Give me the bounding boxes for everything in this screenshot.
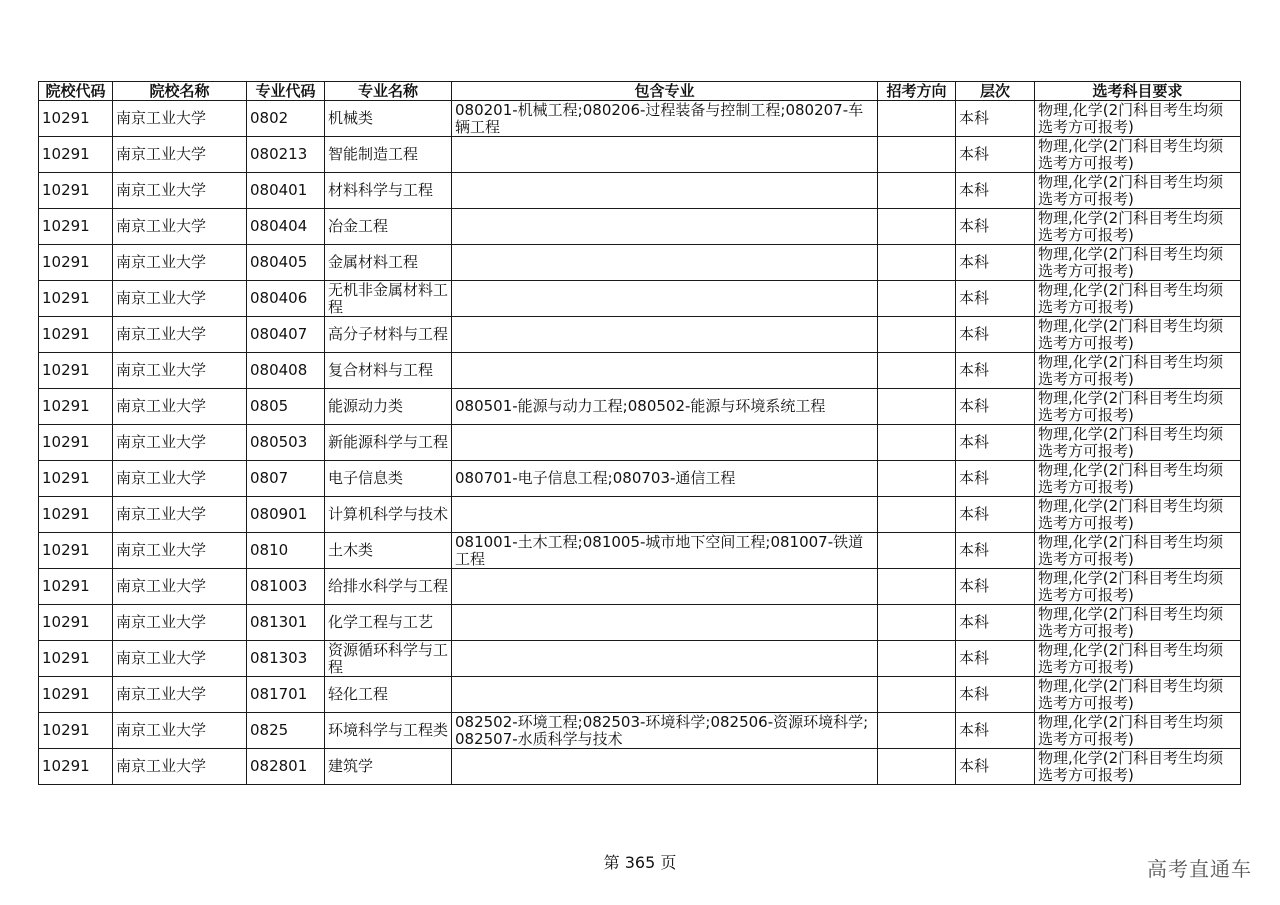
table-row — [39, 569, 1241, 605]
table-row — [39, 101, 1241, 137]
table-row — [39, 461, 1241, 497]
cell-school-code: 10291 — [39, 173, 113, 209]
cell-level: 本科 — [956, 461, 1035, 497]
cell-level: 本科 — [956, 749, 1035, 785]
cell-major-code: 0807 — [247, 461, 325, 497]
cell-included-majors — [452, 641, 878, 677]
cell-major-code: 081701 — [247, 677, 325, 713]
table-row — [39, 389, 1241, 425]
cell-included-majors — [452, 317, 878, 353]
cell-school-code: 10291 — [39, 461, 113, 497]
cell-subject-requirements: 物理,化学(2门科目考生均须选考方可报考) — [1035, 389, 1241, 425]
cell-included-majors — [452, 137, 878, 173]
cell-major-code: 080901 — [247, 497, 325, 533]
table-row — [39, 425, 1241, 461]
cell-major-code: 081303 — [247, 641, 325, 677]
cell-major-code: 081301 — [247, 605, 325, 641]
cell-direction — [878, 101, 956, 137]
cell-major-code: 080404 — [247, 209, 325, 245]
cell-school-code: 10291 — [39, 137, 113, 173]
cell-included-majors — [452, 245, 878, 281]
cell-subject-requirements: 物理,化学(2门科目考生均须选考方可报考) — [1035, 497, 1241, 533]
cell-level: 本科 — [956, 281, 1035, 317]
cell-school-name: 南京工业大学 — [113, 245, 247, 281]
cell-school-name: 南京工业大学 — [113, 209, 247, 245]
cell-level: 本科 — [956, 605, 1035, 641]
table-row — [39, 245, 1241, 281]
cell-school-name: 南京工业大学 — [113, 713, 247, 749]
cell-level: 本科 — [956, 497, 1035, 533]
cell-level: 本科 — [956, 641, 1035, 677]
cell-subject-requirements: 物理,化学(2门科目考生均须选考方可报考) — [1035, 209, 1241, 245]
enrollment-table — [38, 81, 1241, 785]
cell-subject-requirements: 物理,化学(2门科目考生均须选考方可报考) — [1035, 281, 1241, 317]
header-included-majors: 包含专业 — [452, 82, 878, 101]
cell-school-code: 10291 — [39, 749, 113, 785]
cell-included-majors — [452, 209, 878, 245]
cell-major-name: 给排水科学与工程 — [325, 569, 452, 605]
cell-subject-requirements: 物理,化学(2门科目考生均须选考方可报考) — [1035, 173, 1241, 209]
cell-direction — [878, 209, 956, 245]
cell-direction — [878, 749, 956, 785]
cell-included-majors: 080201-机械工程;080206-过程装备与控制工程;080207-车辆工程 — [452, 101, 878, 137]
cell-level: 本科 — [956, 389, 1035, 425]
cell-school-name: 南京工业大学 — [113, 569, 247, 605]
cell-school-name: 南京工业大学 — [113, 317, 247, 353]
table-row — [39, 749, 1241, 785]
cell-major-name: 新能源科学与工程 — [325, 425, 452, 461]
header-level: 层次 — [956, 82, 1035, 101]
cell-subject-requirements: 物理,化学(2门科目考生均须选考方可报考) — [1035, 713, 1241, 749]
cell-school-name: 南京工业大学 — [113, 641, 247, 677]
cell-major-name: 计算机科学与技术 — [325, 497, 452, 533]
cell-subject-requirements: 物理,化学(2门科目考生均须选考方可报考) — [1035, 641, 1241, 677]
table-row — [39, 209, 1241, 245]
cell-major-name: 材料科学与工程 — [325, 173, 452, 209]
cell-major-code: 0810 — [247, 533, 325, 569]
cell-subject-requirements: 物理,化学(2门科目考生均须选考方可报考) — [1035, 569, 1241, 605]
cell-included-majors — [452, 425, 878, 461]
table-row — [39, 677, 1241, 713]
cell-school-name: 南京工业大学 — [113, 353, 247, 389]
table-row — [39, 173, 1241, 209]
table-row — [39, 713, 1241, 749]
cell-major-name: 智能制造工程 — [325, 137, 452, 173]
cell-level: 本科 — [956, 533, 1035, 569]
table-body — [39, 101, 1241, 785]
cell-level: 本科 — [956, 101, 1035, 137]
cell-included-majors: 080701-电子信息工程;080703-通信工程 — [452, 461, 878, 497]
cell-school-name: 南京工业大学 — [113, 497, 247, 533]
cell-direction — [878, 569, 956, 605]
cell-school-code: 10291 — [39, 425, 113, 461]
cell-level: 本科 — [956, 317, 1035, 353]
cell-school-code: 10291 — [39, 281, 113, 317]
header-major-name: 专业名称 — [325, 82, 452, 101]
cell-school-name: 南京工业大学 — [113, 533, 247, 569]
cell-major-code: 080407 — [247, 317, 325, 353]
cell-school-code: 10291 — [39, 533, 113, 569]
cell-subject-requirements: 物理,化学(2门科目考生均须选考方可报考) — [1035, 425, 1241, 461]
cell-major-name: 能源动力类 — [325, 389, 452, 425]
cell-level: 本科 — [956, 677, 1035, 713]
header-school-name: 院校名称 — [113, 82, 247, 101]
cell-school-code: 10291 — [39, 353, 113, 389]
cell-direction — [878, 497, 956, 533]
cell-school-name: 南京工业大学 — [113, 281, 247, 317]
cell-subject-requirements: 物理,化学(2门科目考生均须选考方可报考) — [1035, 137, 1241, 173]
cell-included-majors — [452, 569, 878, 605]
cell-major-name: 无机非金属材料工程 — [325, 281, 452, 317]
cell-direction — [878, 137, 956, 173]
cell-major-name: 冶金工程 — [325, 209, 452, 245]
cell-major-code: 0802 — [247, 101, 325, 137]
cell-major-name: 环境科学与工程类 — [325, 713, 452, 749]
cell-major-name: 电子信息类 — [325, 461, 452, 497]
page-number: 第 365 页 — [603, 853, 677, 872]
cell-school-code: 10291 — [39, 317, 113, 353]
cell-school-code: 10291 — [39, 497, 113, 533]
table-row — [39, 353, 1241, 389]
cell-school-name: 南京工业大学 — [113, 749, 247, 785]
cell-school-code: 10291 — [39, 389, 113, 425]
table-header-row — [39, 82, 1241, 101]
cell-major-code: 080503 — [247, 425, 325, 461]
cell-major-code: 0825 — [247, 713, 325, 749]
cell-school-code: 10291 — [39, 209, 113, 245]
cell-included-majors — [452, 173, 878, 209]
table-row — [39, 533, 1241, 569]
table-row — [39, 605, 1241, 641]
cell-subject-requirements: 物理,化学(2门科目考生均须选考方可报考) — [1035, 353, 1241, 389]
cell-major-code: 082801 — [247, 749, 325, 785]
cell-included-majors — [452, 605, 878, 641]
cell-included-majors: 080501-能源与动力工程;080502-能源与环境系统工程 — [452, 389, 878, 425]
cell-major-name: 化学工程与工艺 — [325, 605, 452, 641]
cell-school-name: 南京工业大学 — [113, 605, 247, 641]
cell-direction — [878, 641, 956, 677]
cell-major-name: 复合材料与工程 — [325, 353, 452, 389]
cell-level: 本科 — [956, 173, 1035, 209]
cell-major-name: 土木类 — [325, 533, 452, 569]
header-school-code: 院校代码 — [39, 82, 113, 101]
cell-major-name: 金属材料工程 — [325, 245, 452, 281]
cell-major-name: 轻化工程 — [325, 677, 452, 713]
cell-school-name: 南京工业大学 — [113, 173, 247, 209]
cell-school-name: 南京工业大学 — [113, 425, 247, 461]
cell-direction — [878, 317, 956, 353]
cell-school-name: 南京工业大学 — [113, 389, 247, 425]
cell-school-code: 10291 — [39, 569, 113, 605]
cell-level: 本科 — [956, 209, 1035, 245]
cell-included-majors: 082502-环境工程;082503-环境科学;082506-资源环境科学;082507-水质科学与技术 — [452, 713, 878, 749]
cell-major-code: 080408 — [247, 353, 325, 389]
cell-major-name: 高分子材料与工程 — [325, 317, 452, 353]
cell-school-code: 10291 — [39, 641, 113, 677]
cell-level: 本科 — [956, 353, 1035, 389]
cell-major-name: 机械类 — [325, 101, 452, 137]
table-row — [39, 641, 1241, 677]
cell-subject-requirements: 物理,化学(2门科目考生均须选考方可报考) — [1035, 461, 1241, 497]
cell-school-code: 10291 — [39, 713, 113, 749]
cell-direction — [878, 173, 956, 209]
cell-included-majors — [452, 353, 878, 389]
cell-subject-requirements: 物理,化学(2门科目考生均须选考方可报考) — [1035, 101, 1241, 137]
cell-direction — [878, 605, 956, 641]
cell-included-majors — [452, 749, 878, 785]
cell-subject-requirements: 物理,化学(2门科目考生均须选考方可报考) — [1035, 749, 1241, 785]
cell-included-majors — [452, 497, 878, 533]
table-row — [39, 281, 1241, 317]
cell-included-majors: 081001-土木工程;081005-城市地下空间工程;081007-铁道工程 — [452, 533, 878, 569]
cell-level: 本科 — [956, 713, 1035, 749]
cell-direction — [878, 533, 956, 569]
cell-included-majors — [452, 281, 878, 317]
cell-school-name: 南京工业大学 — [113, 461, 247, 497]
cell-direction — [878, 677, 956, 713]
cell-direction — [878, 389, 956, 425]
header-major-code: 专业代码 — [247, 82, 325, 101]
cell-subject-requirements: 物理,化学(2门科目考生均须选考方可报考) — [1035, 677, 1241, 713]
cell-subject-requirements: 物理,化学(2门科目考生均须选考方可报考) — [1035, 605, 1241, 641]
cell-school-name: 南京工业大学 — [113, 677, 247, 713]
cell-direction — [878, 425, 956, 461]
table-row — [39, 137, 1241, 173]
cell-subject-requirements: 物理,化学(2门科目考生均须选考方可报考) — [1035, 317, 1241, 353]
header-subject-requirements: 选考科目要求 — [1035, 82, 1241, 101]
cell-school-code: 10291 — [39, 677, 113, 713]
cell-major-code: 0805 — [247, 389, 325, 425]
cell-level: 本科 — [956, 245, 1035, 281]
cell-included-majors — [452, 677, 878, 713]
cell-major-code: 080406 — [247, 281, 325, 317]
cell-direction — [878, 713, 956, 749]
cell-school-name: 南京工业大学 — [113, 137, 247, 173]
cell-direction — [878, 281, 956, 317]
cell-school-code: 10291 — [39, 101, 113, 137]
cell-subject-requirements: 物理,化学(2门科目考生均须选考方可报考) — [1035, 533, 1241, 569]
cell-direction — [878, 353, 956, 389]
cell-subject-requirements: 物理,化学(2门科目考生均须选考方可报考) — [1035, 245, 1241, 281]
header-direction: 招考方向 — [878, 82, 956, 101]
cell-level: 本科 — [956, 425, 1035, 461]
table-row — [39, 317, 1241, 353]
cell-major-code: 080213 — [247, 137, 325, 173]
cell-major-code: 080405 — [247, 245, 325, 281]
cell-level: 本科 — [956, 569, 1035, 605]
cell-major-name: 资源循环科学与工程 — [325, 641, 452, 677]
watermark-text: 高考直通车 — [1147, 857, 1252, 881]
cell-school-code: 10291 — [39, 245, 113, 281]
cell-school-name: 南京工业大学 — [113, 101, 247, 137]
cell-school-code: 10291 — [39, 605, 113, 641]
cell-major-code: 081003 — [247, 569, 325, 605]
cell-direction — [878, 245, 956, 281]
cell-major-code: 080401 — [247, 173, 325, 209]
cell-direction — [878, 461, 956, 497]
table-row — [39, 497, 1241, 533]
cell-level: 本科 — [956, 137, 1035, 173]
cell-major-name: 建筑学 — [325, 749, 452, 785]
